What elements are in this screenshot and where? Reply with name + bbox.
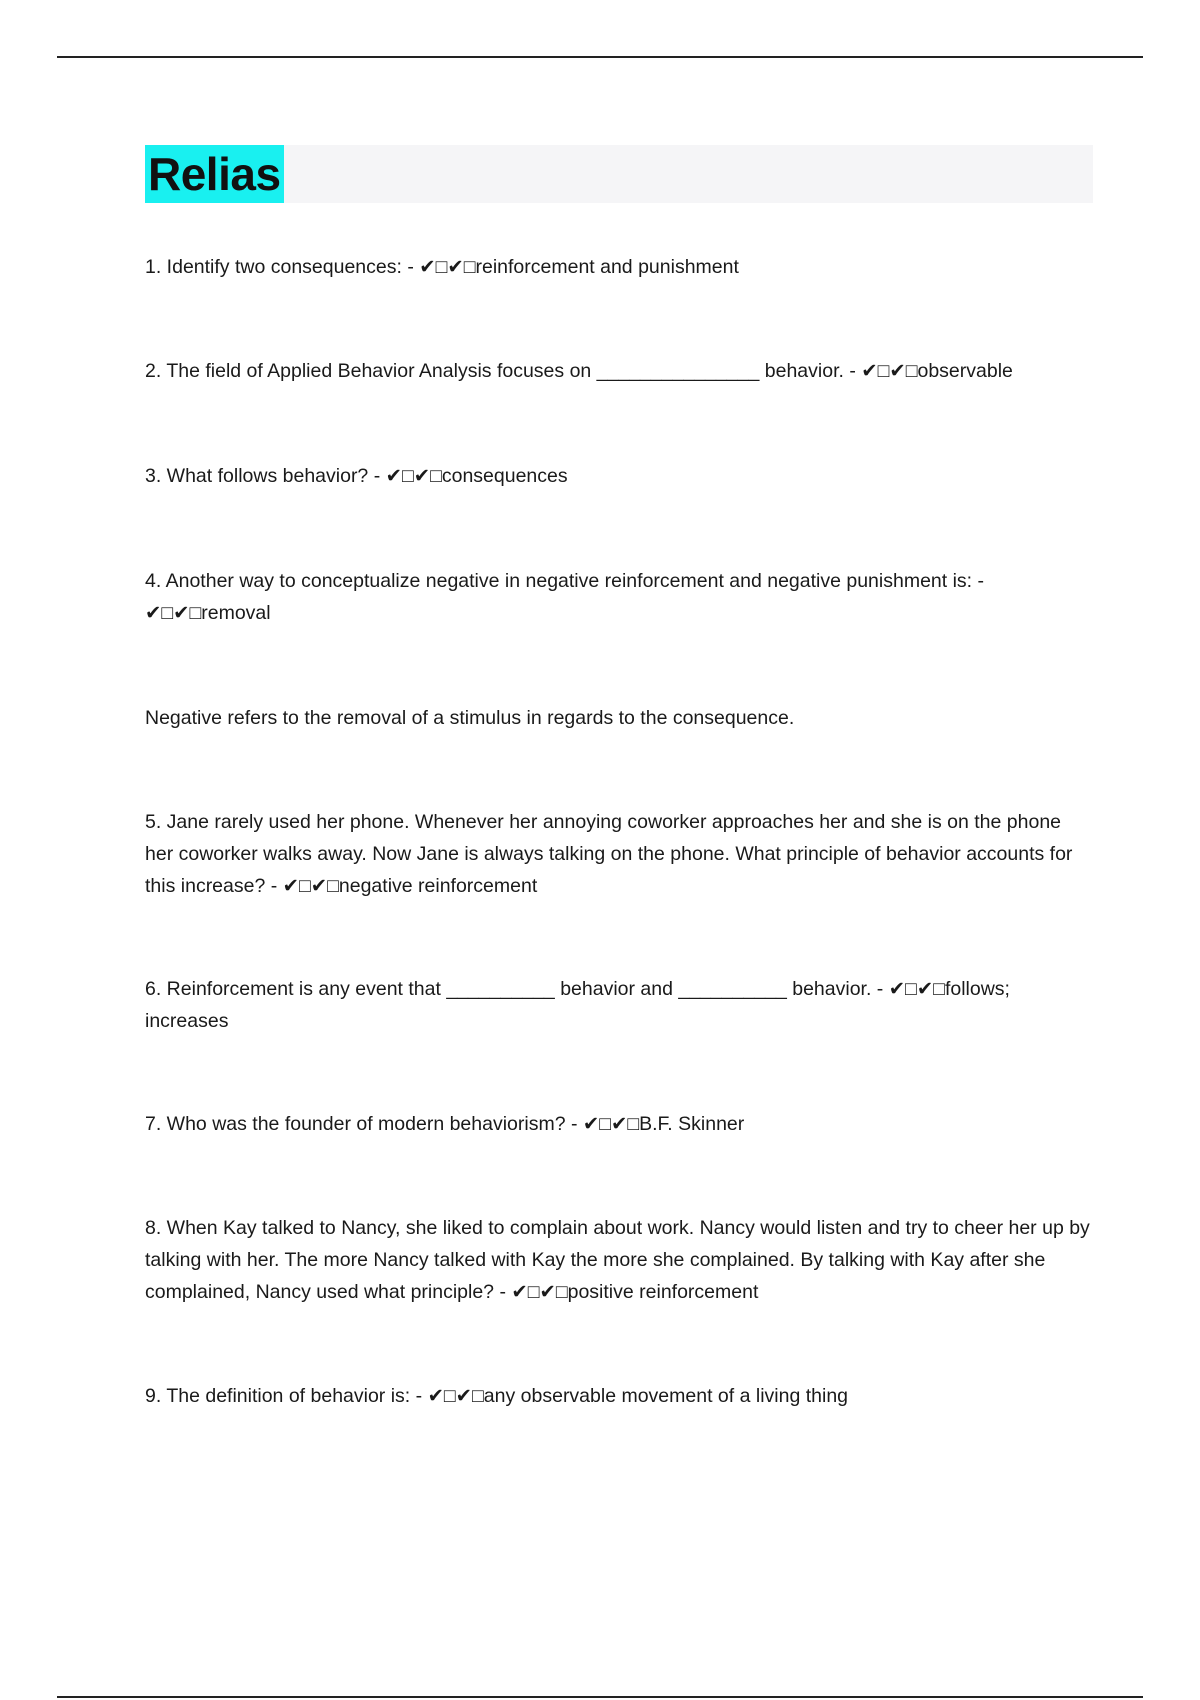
question-text: 3. What follows behavior? - [145, 465, 381, 487]
checkmark-icon: ✔□✔□ [282, 875, 339, 897]
bottom-rule [57, 1696, 1143, 1698]
question-text: 7. Who was the founder of modern behaviorism? - [145, 1113, 578, 1135]
question-text: 2. The field of Applied Behavior Analysis focuses on _______________ behavior. - [145, 360, 856, 382]
qa-item-2 [145, 355, 1090, 387]
answer-text: B.F. Skinner [639, 1113, 745, 1135]
checkmark-icon: ✔□✔□ [145, 602, 202, 624]
qa-item-6 [145, 973, 1090, 1037]
question-text: 6. Reinforcement is any event that __________ behavior and __________ behavior. - [145, 978, 884, 1000]
question-text: 9. The definition of behavior is: - [145, 1385, 423, 1407]
question-text: 1. Identify two consequences: - [145, 256, 414, 278]
qa-item-4 [145, 565, 1090, 629]
answer-text: positive reinforcement [567, 1281, 759, 1303]
qa-item-7 [145, 1108, 1090, 1140]
answer-text: negative reinforcement [338, 875, 538, 897]
qa-item-5 [145, 806, 1090, 902]
answer-text: reinforcement and punishment [475, 256, 739, 278]
checkmark-icon: ✔□✔□ [511, 1281, 568, 1303]
top-rule [57, 56, 1143, 58]
checkmark-icon: ✔□✔□ [582, 1113, 640, 1135]
question-text: 8. When Kay talked to Nancy, she liked to complain about work. Nancy would listen and try to cheer her up by talking with her. The more Nancy talked with Kay the more she complained. By talking with Kay after she complained, Nancy used what principle? - [145, 1217, 1090, 1303]
answer-text: follows; increases [145, 978, 1010, 1032]
checkmark-icon: ✔□✔□ [888, 978, 945, 1000]
answer-text: any observable movement of a living thing [483, 1385, 849, 1407]
answer-text: consequences [441, 465, 568, 487]
qa-item-9 [145, 1380, 1090, 1412]
page-title: Relias [145, 145, 284, 203]
qa-item-3 [145, 460, 1090, 492]
question-text: 4. Another way to conceptualize negative in negative reinforcement and negative punishment is: - [145, 570, 985, 592]
checkmark-icon: ✔□✔□ [385, 465, 442, 487]
question-text: 5. Jane rarely used her phone. Whenever her annoying coworker approaches her and she is on the phone her coworker walks away. Now Jane is always talking on the phone. What principle of behavior accounts for this increase? - [145, 811, 1073, 897]
checkmark-icon: ✔□✔□ [427, 1385, 484, 1407]
checkmark-icon: ✔□✔□ [419, 256, 476, 278]
note-text: Negative refers to the removal of a stimulus in regards to the consequence. [145, 707, 795, 729]
qa-item-1 [145, 251, 1090, 283]
answer-text: removal [201, 602, 271, 624]
title-bar [145, 145, 1093, 203]
answer-text: observable [917, 360, 1013, 382]
qa-item-8 [145, 1212, 1090, 1308]
checkmark-icon: ✔□✔□ [861, 360, 918, 382]
